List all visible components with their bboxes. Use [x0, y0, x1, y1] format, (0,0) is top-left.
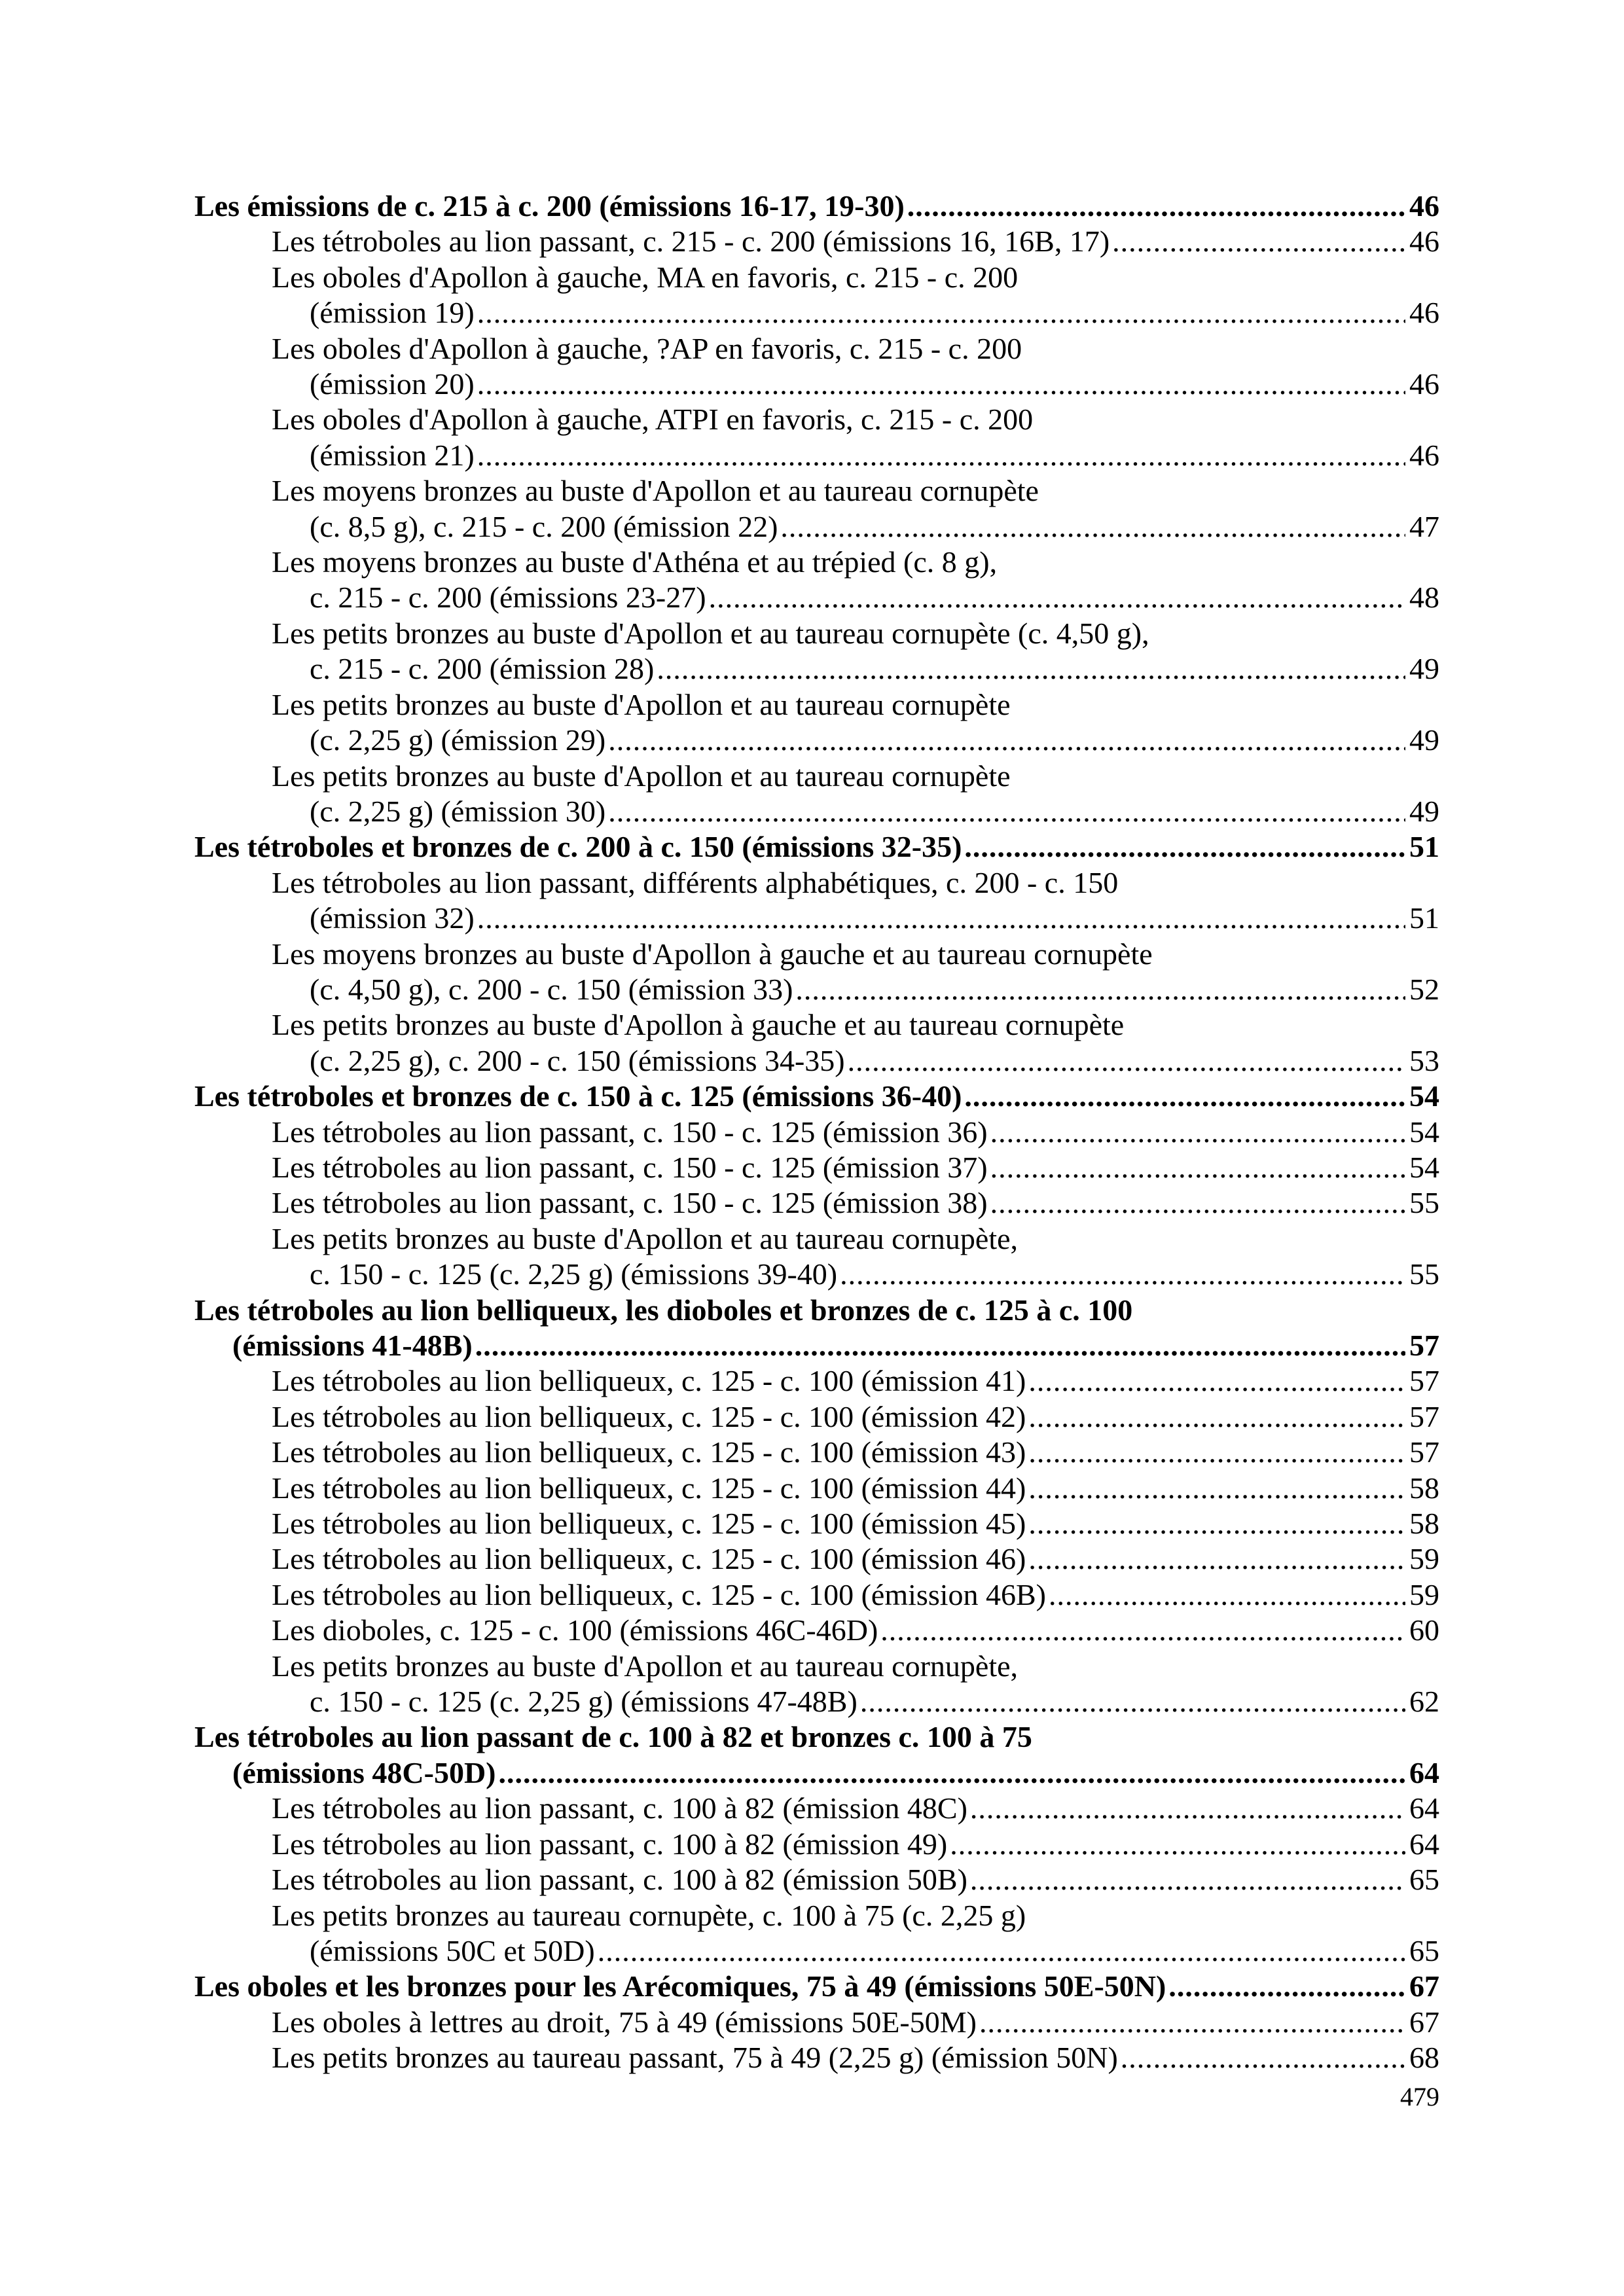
toc-entry-title: Les moyens bronzes au buste d'Athéna et au trépied (c. 8 g), — [272, 545, 998, 579]
dot-leader — [477, 367, 1405, 402]
toc-page-ref: 59 — [1409, 1577, 1439, 1611]
toc-page-ref: 49 — [1409, 652, 1439, 686]
dot-leader — [1121, 2040, 1405, 2075]
dot-leader — [1028, 1435, 1405, 1470]
toc-entry-title: Les oboles d'Apollon à gauche, ?AP en favoris, c. 215 - c. 200 — [272, 331, 1022, 365]
toc-subsection-entry[interactable] — [194, 1898, 1439, 1969]
toc-entry-title: Les petits bronzes au taureau cornupète, c. 100 à 75 (c. 2,25 g) — [272, 1898, 1026, 1932]
toc-entry-title: Les tétroboles au lion passant, c. 215 - c. 200 (émissions 16, 16B, 17) — [272, 224, 1110, 259]
toc-entry-title: Les moyens bronzes au buste d'Apollon à gauche et au taureau cornupète — [272, 937, 1153, 971]
toc-entry-title: c. 215 - c. 200 (émission 28) — [310, 652, 655, 686]
toc-entry-line — [272, 1791, 1439, 1826]
toc-page-ref: 64 — [1409, 1791, 1439, 1825]
toc-entry-title: Les oboles et les bronzes pour les Arécomiques, 75 à 49 (émissions 50E-50N) — [194, 1969, 1166, 2003]
toc-entry-title: (c. 2,25 g) (émission 29) — [310, 723, 606, 757]
toc-entry-line — [272, 1115, 1439, 1150]
toc-subsection-entry[interactable] — [194, 1791, 1439, 1826]
dot-leader — [880, 1613, 1405, 1648]
toc-page-ref: 58 — [1409, 1471, 1439, 1505]
toc-entry-line — [272, 1613, 1439, 1648]
toc-entry-line — [194, 1293, 1439, 1328]
toc-subsection-entry[interactable] — [194, 260, 1439, 331]
dot-leader — [964, 1079, 1405, 1114]
dot-leader — [1028, 1541, 1405, 1577]
toc-entry-title: Les oboles d'Apollon à gauche, MA en favoris, c. 215 - c. 200 — [272, 260, 1019, 294]
toc-subsection-entry[interactable] — [194, 865, 1439, 937]
toc-entry-line — [272, 759, 1439, 794]
dot-leader — [477, 901, 1405, 936]
toc-entry-title: (émission 19) — [310, 296, 475, 330]
toc-entry-title: c. 150 - c. 125 (c. 2,25 g) (émissions 47-48B) — [310, 1685, 857, 1719]
toc-entry-title: c. 150 - c. 125 (c. 2,25 g) (émissions 39-40) — [310, 1257, 838, 1291]
dot-leader — [860, 1684, 1405, 1719]
dot-leader — [970, 1791, 1405, 1826]
toc-subsection-entry[interactable] — [194, 402, 1439, 473]
toc-page-ref: 55 — [1409, 1257, 1439, 1291]
toc-entry-title: Les petits bronzes au buste d'Apollon et au taureau cornupète (c. 4,50 g), — [272, 616, 1149, 650]
toc-section-entry[interactable] — [194, 1719, 1439, 1791]
toc-entry-line — [272, 224, 1439, 259]
dot-leader — [964, 829, 1405, 865]
dot-leader — [990, 1185, 1405, 1221]
dot-leader — [970, 1862, 1405, 1897]
toc-page-ref: 65 — [1409, 1933, 1439, 1967]
toc-entry-line — [272, 1898, 1439, 1933]
toc-entry-title: Les tétroboles au lion belliqueux, c. 125 - c. 100 (émission 46) — [272, 1542, 1026, 1576]
page-number: 479 — [1400, 2082, 1439, 2111]
toc-page-ref: 58 — [1409, 1507, 1439, 1541]
toc-entry-line — [194, 1719, 1439, 1755]
toc-page-ref: 53 — [1409, 1043, 1439, 1077]
dot-leader — [477, 438, 1405, 473]
toc-subsection-entry[interactable] — [194, 1007, 1439, 1079]
toc-entry-line — [272, 972, 1439, 1007]
toc-entry-line — [272, 1185, 1439, 1221]
toc-entry-title: Les tétroboles au lion belliqueux, c. 125 - c. 100 (émission 43) — [272, 1435, 1026, 1469]
toc-page-ref: 57 — [1409, 1364, 1439, 1398]
toc-page-ref: 55 — [1409, 1186, 1439, 1220]
toc-subsection-entry[interactable] — [194, 1541, 1439, 1577]
dot-leader — [1112, 224, 1405, 259]
toc-subsection-entry[interactable] — [194, 1613, 1439, 1648]
dot-leader — [1168, 1969, 1405, 2004]
toc-page-ref: 57 — [1409, 1399, 1439, 1433]
toc-entry-title: Les tétroboles au lion passant, c. 100 à 82 (émission 48C) — [272, 1791, 967, 1825]
toc-entry-line — [272, 438, 1439, 473]
toc-entry-title: Les tétroboles au lion belliqueux, c. 125 - c. 100 (émission 45) — [272, 1507, 1026, 1541]
toc-entry-title: Les tétroboles au lion belliqueux, les dioboles et bronzes de c. 125 à c. 100 — [194, 1293, 1133, 1327]
toc-entry-title: (c. 4,50 g), c. 200 - c. 150 (émission 33) — [310, 972, 793, 1006]
toc-page-ref: 62 — [1409, 1685, 1439, 1719]
toc-entry-line — [194, 1079, 1439, 1114]
toc-page-ref: 46 — [1409, 438, 1439, 472]
toc-subsection-entry[interactable] — [194, 1577, 1439, 1613]
toc-entry-line — [272, 473, 1439, 509]
toc-page-ref: 46 — [1409, 296, 1439, 330]
dot-leader — [1028, 1363, 1405, 1399]
dot-leader — [1028, 1471, 1405, 1506]
toc-entry-line — [194, 1328, 1439, 1363]
dot-leader — [990, 1115, 1405, 1150]
toc-entry-line — [272, 295, 1439, 331]
dot-leader — [795, 972, 1405, 1007]
toc-entry-line — [194, 1969, 1439, 2004]
toc-entry-line — [272, 1506, 1439, 1541]
toc-page-ref: 48 — [1409, 581, 1439, 615]
dot-leader — [1028, 1399, 1405, 1435]
table-of-contents — [194, 188, 1439, 2076]
dot-leader — [475, 1328, 1405, 1363]
toc-entry-line — [272, 1257, 1439, 1292]
toc-entry-title: Les tétroboles et bronzes de c. 200 à c. 150 (émissions 32-35) — [194, 830, 962, 864]
toc-page-ref: 67 — [1409, 1969, 1439, 2003]
toc-entry-title: Les émissions de c. 215 à c. 200 (émissions 16-17, 19-30) — [194, 189, 905, 223]
toc-subsection-entry[interactable] — [194, 1506, 1439, 1541]
toc-entry-title: Les petits bronzes au buste d'Apollon et au taureau cornupète, — [272, 1649, 1019, 1683]
toc-entry-line — [272, 545, 1439, 580]
dot-leader — [1049, 1577, 1405, 1613]
dot-leader — [840, 1257, 1405, 1292]
dot-leader — [979, 2005, 1405, 2040]
toc-page-ref: 52 — [1409, 972, 1439, 1006]
toc-entry-title: Les tétroboles au lion belliqueux, c. 125 - c. 100 (émission 41) — [272, 1364, 1026, 1398]
toc-entry-line — [272, 1684, 1439, 1719]
toc-page-ref: 49 — [1409, 723, 1439, 757]
toc-entry-title: c. 215 - c. 200 (émissions 23-27) — [310, 581, 706, 615]
dot-leader — [477, 295, 1405, 331]
toc-entry-title: Les tétroboles et bronzes de c. 150 à c. 125 (émissions 36-40) — [194, 1079, 962, 1113]
toc-subsection-entry[interactable] — [194, 1649, 1439, 1720]
toc-section-entry[interactable] — [194, 829, 1439, 865]
toc-page-ref: 51 — [1409, 830, 1439, 864]
toc-section-entry[interactable] — [194, 1079, 1439, 1114]
toc-entry-line — [272, 1435, 1439, 1470]
dot-leader — [907, 188, 1405, 224]
dot-leader — [848, 1043, 1405, 1079]
toc-subsection-entry[interactable] — [194, 687, 1439, 759]
toc-entry-line — [272, 260, 1439, 295]
toc-entry-line — [272, 1363, 1439, 1399]
toc-entry-title: (émission 32) — [310, 901, 475, 935]
toc-entry-line — [194, 1755, 1439, 1791]
dot-leader — [990, 1150, 1405, 1185]
toc-page-ref: 47 — [1409, 509, 1439, 543]
toc-page-ref: 64 — [1409, 1827, 1439, 1861]
toc-entry-title: Les tétroboles au lion passant, différents alphabétiques, c. 200 - c. 150 — [272, 865, 1119, 899]
toc-entry-line — [272, 723, 1439, 758]
toc-page-ref: 57 — [1409, 1435, 1439, 1469]
toc-subsection-entry[interactable] — [194, 2040, 1439, 2075]
toc-page-ref: 64 — [1409, 1755, 1439, 1789]
toc-entry-line — [272, 1221, 1439, 1257]
toc-entry-title: Les tétroboles au lion passant de c. 100 à 82 et bronzes c. 100 à 75 — [194, 1720, 1032, 1754]
toc-entry-title: Les petits bronzes au buste d'Apollon à gauche et au taureau cornupète — [272, 1008, 1125, 1042]
toc-subsection-entry[interactable] — [194, 2005, 1439, 2040]
toc-subsection-entry[interactable] — [194, 616, 1439, 687]
toc-entry-title: Les oboles à lettres au droit, 75 à 49 (émissions 50E-50M) — [272, 2005, 977, 2039]
toc-subsection-entry[interactable] — [194, 1150, 1439, 1185]
toc-subsection-entry[interactable] — [194, 1185, 1439, 1221]
toc-entry-line — [194, 829, 1439, 865]
toc-entry-line — [272, 1150, 1439, 1185]
toc-entry-title: (c. 8,5 g), c. 215 - c. 200 (émission 22) — [310, 509, 778, 543]
toc-page-ref: 67 — [1409, 2005, 1439, 2039]
toc-entry-line — [194, 188, 1439, 224]
toc-entry-line — [272, 580, 1439, 615]
toc-page-ref: 65 — [1409, 1863, 1439, 1897]
toc-page-ref: 68 — [1409, 2041, 1439, 2075]
toc-entry-title: Les dioboles, c. 125 - c. 100 (émissions 46C-46D) — [272, 1613, 878, 1647]
toc-entry-title: Les petits bronzes au buste d'Apollon et au taureau cornupète — [272, 759, 1011, 793]
toc-subsection-entry[interactable] — [194, 1862, 1439, 1897]
toc-subsection-entry[interactable] — [194, 1435, 1439, 1470]
toc-entry-line — [272, 651, 1439, 687]
toc-page-ref: 46 — [1409, 367, 1439, 401]
toc-entry-line — [272, 616, 1439, 651]
toc-entry-line — [272, 331, 1439, 367]
toc-entry-line — [272, 1827, 1439, 1862]
toc-page-ref: 54 — [1409, 1079, 1439, 1113]
toc-entry-line — [272, 1007, 1439, 1043]
toc-page-ref: 51 — [1409, 901, 1439, 935]
toc-entry-line — [272, 1649, 1439, 1684]
toc-subsection-entry[interactable] — [194, 1115, 1439, 1150]
toc-entry-title: Les tétroboles au lion passant, c. 100 à 82 (émission 50B) — [272, 1863, 967, 1897]
toc-entry-title: (c. 2,25 g) (émission 30) — [310, 794, 606, 828]
toc-page-ref: 59 — [1409, 1542, 1439, 1576]
toc-entry-title: Les oboles d'Apollon à gauche, ATPI en favoris, c. 215 - c. 200 — [272, 403, 1034, 437]
dot-leader — [657, 651, 1405, 687]
toc-section-entry[interactable] — [194, 1293, 1439, 1364]
dot-leader — [498, 1755, 1405, 1791]
toc-entry-title: (émissions 41-48B) — [232, 1329, 473, 1362]
toc-subsection-entry[interactable] — [194, 545, 1439, 616]
toc-page-ref: 54 — [1409, 1150, 1439, 1184]
toc-entry-line — [272, 402, 1439, 437]
toc-entry-line — [272, 1399, 1439, 1435]
toc-page-ref: 49 — [1409, 794, 1439, 828]
toc-entry-title: (émissions 50C et 50D) — [310, 1933, 595, 1967]
toc-entry-title: Les petits bronzes au buste d'Apollon et au taureau cornupète — [272, 687, 1011, 721]
toc-entry-line — [272, 937, 1439, 972]
toc-entry-line — [272, 1577, 1439, 1613]
toc-subsection-entry[interactable] — [194, 1363, 1439, 1399]
toc-entry-title: Les tétroboles au lion passant, c. 150 - c. 125 (émission 36) — [272, 1115, 988, 1149]
toc-entry-title: Les moyens bronzes au buste d'Apollon et au taureau cornupète — [272, 474, 1039, 508]
toc-entry-title: (c. 2,25 g), c. 200 - c. 150 (émissions 34-35) — [310, 1043, 845, 1077]
toc-entry-line — [272, 1862, 1439, 1897]
toc-entry-line — [272, 2005, 1439, 2040]
dot-leader — [780, 509, 1405, 545]
toc-entry-title: Les petits bronzes au taureau passant, 75 à 49 (2,25 g) (émission 50N) — [272, 2041, 1118, 2075]
toc-entry-line — [272, 1471, 1439, 1506]
toc-page-ref: 57 — [1409, 1329, 1439, 1362]
toc-subsection-entry[interactable] — [194, 1827, 1439, 1862]
toc-subsection-entry[interactable] — [194, 224, 1439, 259]
toc-subsection-entry[interactable] — [194, 331, 1439, 403]
toc-subsection-entry[interactable] — [194, 1471, 1439, 1506]
toc-entry-title: Les tétroboles au lion belliqueux, c. 125 - c. 100 (émission 46B) — [272, 1577, 1046, 1611]
dot-leader — [598, 1933, 1405, 1969]
dot-leader — [608, 794, 1405, 829]
toc-entry-title: Les petits bronzes au buste d'Apollon et au taureau cornupète, — [272, 1221, 1019, 1255]
toc-entry-title: Les tétroboles au lion passant, c. 150 - c. 125 (émission 37) — [272, 1150, 988, 1184]
toc-entry-line — [272, 901, 1439, 936]
dot-leader — [608, 723, 1405, 758]
toc-entry-line — [272, 1541, 1439, 1577]
dot-leader — [709, 580, 1405, 615]
toc-entry-line — [272, 865, 1439, 901]
toc-page-ref: 54 — [1409, 1115, 1439, 1149]
toc-section-entry[interactable] — [194, 1969, 1439, 2004]
toc-entry-title: (émission 21) — [310, 438, 475, 472]
toc-entry-line — [272, 794, 1439, 829]
toc-page-ref: 46 — [1409, 224, 1439, 259]
toc-section-entry[interactable] — [194, 188, 1439, 224]
dot-leader — [950, 1827, 1405, 1862]
toc-entry-line — [272, 367, 1439, 402]
toc-entry-line — [272, 509, 1439, 545]
toc-entry-title: Les tétroboles au lion passant, c. 150 - c. 125 (émission 38) — [272, 1186, 988, 1220]
toc-entry-line — [272, 1933, 1439, 1969]
toc-subsection-entry[interactable] — [194, 473, 1439, 545]
toc-subsection-entry[interactable] — [194, 1399, 1439, 1435]
toc-entry-title: Les tétroboles au lion passant, c. 100 à 82 (émission 49) — [272, 1827, 948, 1861]
toc-subsection-entry[interactable] — [194, 759, 1439, 830]
toc-entry-title: Les tétroboles au lion belliqueux, c. 125 - c. 100 (émission 44) — [272, 1471, 1026, 1505]
toc-entry-title: Les tétroboles au lion belliqueux, c. 125 - c. 100 (émission 42) — [272, 1399, 1026, 1433]
toc-page-ref: 60 — [1409, 1613, 1439, 1647]
toc-subsection-entry[interactable] — [194, 1221, 1439, 1293]
toc-page-ref: 46 — [1409, 189, 1439, 223]
toc-entry-title: (émissions 48C-50D) — [232, 1755, 496, 1789]
dot-leader — [1028, 1506, 1405, 1541]
toc-entry-line — [272, 1043, 1439, 1079]
toc-entry-title: (émission 20) — [310, 367, 475, 401]
toc-entry-line — [272, 2040, 1439, 2075]
toc-subsection-entry[interactable] — [194, 937, 1439, 1008]
toc-entry-line — [272, 687, 1439, 723]
